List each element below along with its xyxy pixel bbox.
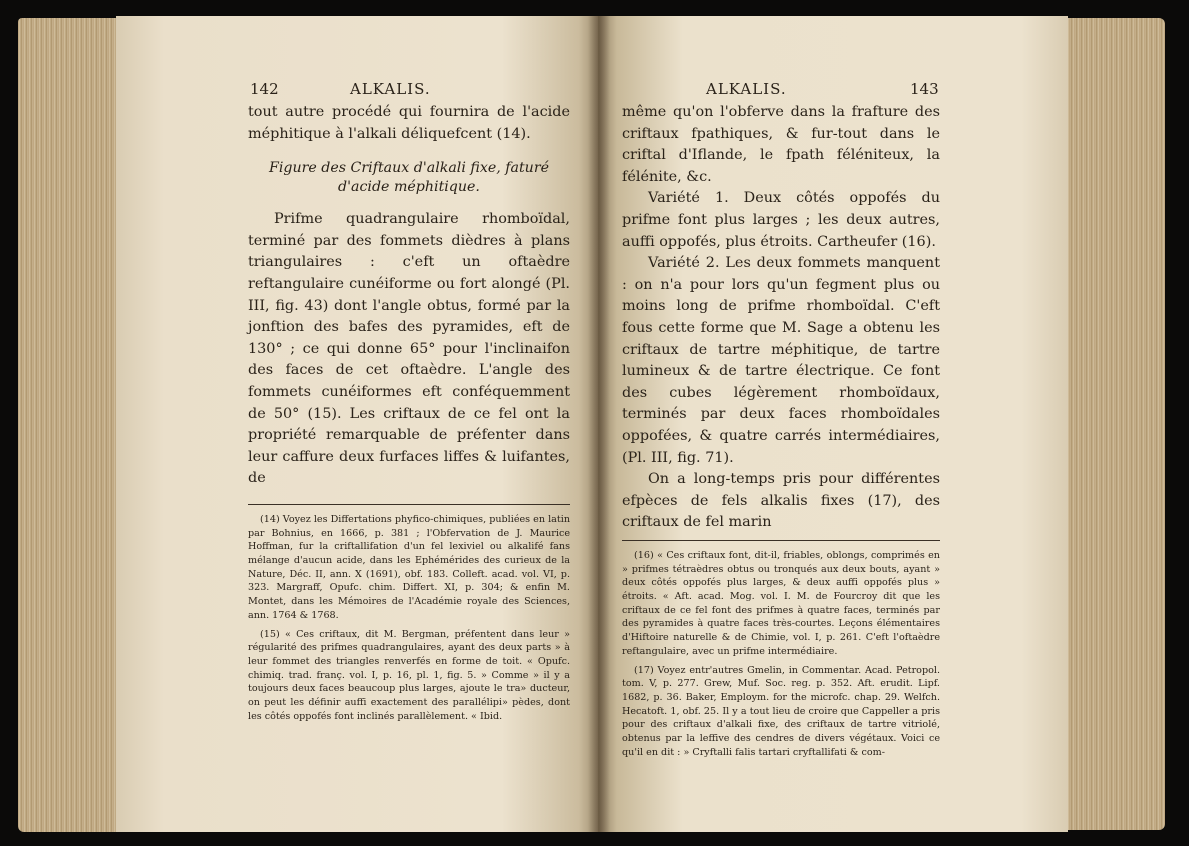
left-footnote-rule xyxy=(248,504,570,505)
variete-2: Variété 2. Les deux fommets manquent : on n'a pour lors qu'un fegment plus ou moins long de prifme rhomboïdal. C'eft fous cette forme que M. Sage a obtenu les criftaux de tartre méphitique, de tartre lumineux & de tartre électrique. Ce font des cubes légèrement rhomboïdaux, terminés par deux faces rhomboïdales oppofées, & quatre carrés intermédiaires, (Pl. III, fig. 71). xyxy=(622,255,940,466)
left-page-number: 142 xyxy=(250,80,279,98)
left-running-head: ALKALIS. xyxy=(350,80,431,98)
left-column xyxy=(248,102,570,728)
right-paragraph-3: On a long-temps pris pour différentes efpèces de fels alkalis fixes (17), des criftaux de fel marin xyxy=(622,471,940,531)
footnote-14: (14) Voyez les Differtations phyfico-chimiques, publiées en latin par Bohnius, en 1666, p. 381 ; l'Obfervation de J. Maurice Hoffman, fur la criftallifation d'un fel lexiviel ou alkalifé fans mélange d'aucun acide, dans les Ephémérides des curieux de la Nature, Déc. II, ann. X (1691), obf. 183. Colleft. acad. vol. VI, p. 323. Margraff, Opufc. chim. Differt. XI, p. 304; & enfin M. Montet, dans les Mémoires de l'Académie royale des Sciences, ann. 1764 & 1768. xyxy=(248,513,570,621)
left-footnotes xyxy=(248,513,570,724)
footnote-17: (17) Voyez entr'autres Gmelin, in Commentar. Acad. Petropol. tom. V, p. 277. Grew, Muf. Soc. reg. p. 352. Aft. erudit. Lipf. 1682, p. 36. Baker, Employm. for the microfc. chap. 29. Welfch. Hecatoft. 1, obf. 25. Il y a tout lieu de croire que Cappeller a pris pour des criftaux d'alkali fixe, des criftaux de tartre vitriolé, obtenus par la leffive des cendres de divers végétaux. Voici ce qu'il en dit : » Cryftalli falis tartari cryftallifati & com- xyxy=(622,664,940,758)
right-page-edges xyxy=(1055,18,1165,830)
left-opening-text: tout autre procédé qui fournira de l'acide méphitique à l'alkali déliquefcent (14). xyxy=(248,104,570,142)
right-footnotes xyxy=(622,549,940,760)
right-page-number: 143 xyxy=(910,80,939,98)
left-subtitle: Figure des Criftaux d'alkali fixe, faturé d'acide méphitique. xyxy=(268,160,550,196)
left-paragraph: Prifme quadrangulaire rhomboïdal, terminé par des fommets dièdres à plans triangulaires : c'eft un oftaèdre reftangulaire cunéiforme ou fort alongé (Pl. III, fig. 43) dont l'angle obtus, formé par la jonftion des bafes des pyramides, eft de 130° ; ce qui donne 65° pour l'inclinaifon des faces de cet oftaèdre. L'angle des fommets cunéiformes eft conféquemment de 50° (15). Les criftaux de ce fel ont la propriété remarquable de préfenter dans leur caffure deux furfaces liffes & luifantes, de xyxy=(248,211,570,487)
variete-1: Variété 1. Deux côtés oppofés du prifme font plus larges ; les deux autres, auffi oppofés, plus étroits. Cartheufer (16). xyxy=(622,190,940,250)
right-column xyxy=(622,102,940,764)
right-opening-text: même qu'on l'obferve dans la frafture des criftaux fpathiques, & fur-tout dans le criftal d'Iflande, le fpath féléniteux, la félénite, &c. xyxy=(622,104,940,185)
book-gutter xyxy=(588,16,610,832)
right-footnote-rule xyxy=(622,540,940,541)
footnote-15: (15) « Ces criftaux, dit M. Bergman, préfentent dans leur » régularité des prifmes quadrangulaires, ayant des deux parts » à leur fommet des triangles renverfés en forme de toit. « Opufc. chimiq. trad. franç. vol. I, p. 16, pl. 1, fig. 5. » Comme » il y a toujours deux faces beaucoup plus larges, ajoute le tra» ducteur, on peut les définir auffi exactement des parallélipi» pèdes, dont les côtés oppofés font inclinés parallèlement. « Ibid. xyxy=(248,628,570,722)
left-page-edges xyxy=(18,18,128,832)
footnote-16: (16) « Ces criftaux font, dit-il, friables, oblongs, comprimés en » prifmes tétraèdres obtus ou tronqués aux deux bouts, ayant » deux côtés oppofés plus larges, & deux auffi oppofés plus » étroits. « Aft. acad. Mog. vol. I. M. de Fourcroy dit que les criftaux de ce fel font des prifmes à quatre faces, terminés par des pyramides à quatre faces très-courtes. Leçons élémentaires d'Hiftoire naturelle & de Chimie, vol. I, p. 261. C'eft l'oftaèdre reftangulaire, avec un prifme intermédiaire. xyxy=(622,549,940,657)
right-running-head: ALKALIS. xyxy=(706,80,787,98)
